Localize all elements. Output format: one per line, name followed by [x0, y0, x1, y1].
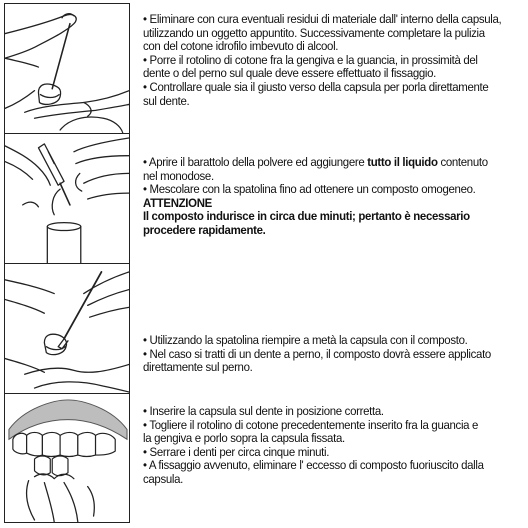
step4-line: capsula. — [143, 471, 184, 486]
attention-line: procedere rapidamente. — [143, 222, 266, 237]
step2-first-line — [143, 156, 520, 170]
step2-text-end: contenuto — [437, 155, 488, 169]
step4-line: • Serrare i denti per circa cinque minuti. — [143, 444, 330, 459]
step4-line: • Togliere il rotolino di cotone precedentemente inserito fra la guancia e — [143, 417, 479, 432]
step1-line: utilizzando un oggetto appuntito. Successivamente completare la pulizia — [143, 25, 485, 40]
step2-instructions — [143, 156, 520, 238]
step2-text: • Aprire il barattolo della polvere ed aggiungere — [143, 155, 368, 169]
step3-line: • Nel caso si tratti di un dente a perno, il composto dovrà essere applicato — [143, 346, 491, 361]
step3-line: • Utilizzando la spatolina riempire a metà la capsula con il composto. — [143, 333, 468, 347]
liquid-vial-jar-drawing — [5, 134, 129, 264]
step4-line: • Inserire la capsula sul dente in posizione corretta. — [143, 404, 384, 418]
illustration-filling-capsule — [4, 263, 130, 395]
step1-line: • Controllare quale sia il giusto verso della capsula per porla direttamente — [143, 79, 489, 94]
step2-line: • Mescolare con la spatolina fino ad ottenere un composto omogeneo. — [143, 182, 476, 197]
illustration-mixing-powder — [4, 133, 130, 265]
hand-needle-capsule-drawing — [5, 4, 129, 134]
step4-line: la gengiva e porlo sopra la capsula fissata. — [143, 431, 345, 446]
step4-instructions — [143, 405, 520, 487]
step1-line: dente o del perno sul quale deve essere effettuato il fissaggio. — [143, 66, 437, 81]
attention-line: Il composto indurisce in circa due minuti; pertanto è necessario — [143, 209, 470, 224]
step1-line: con del cotone idrofilo imbevuto di alcool. — [143, 39, 339, 54]
step2-emphasis: tutto il liquido — [367, 155, 438, 169]
illustration-cleaning-capsule — [4, 3, 130, 135]
spatula-capsule-drawing — [5, 264, 129, 394]
attention-heading: ATTENZIONE — [143, 195, 212, 210]
illustration-inserting-capsule — [4, 393, 130, 523]
step3-line: direttamente sul perno. — [143, 360, 253, 375]
step3-instructions — [143, 334, 520, 375]
step1-line: sul dente. — [143, 93, 190, 108]
teeth-gum-drawing — [5, 394, 129, 522]
step1-line: • Eliminare con cura eventuali residui di materiale dall' interno della capsula, — [143, 12, 502, 26]
step1-instructions — [143, 13, 520, 108]
step1-line: • Porre il rotolino di cotone fra la gengiva e la guancia, in prossimità del — [143, 52, 478, 67]
step4-line: • A fissaggio avvenuto, eliminare l' eccesso di composto fuoriuscito dalla — [143, 458, 484, 473]
step2-line: nel monodose. — [143, 168, 214, 183]
